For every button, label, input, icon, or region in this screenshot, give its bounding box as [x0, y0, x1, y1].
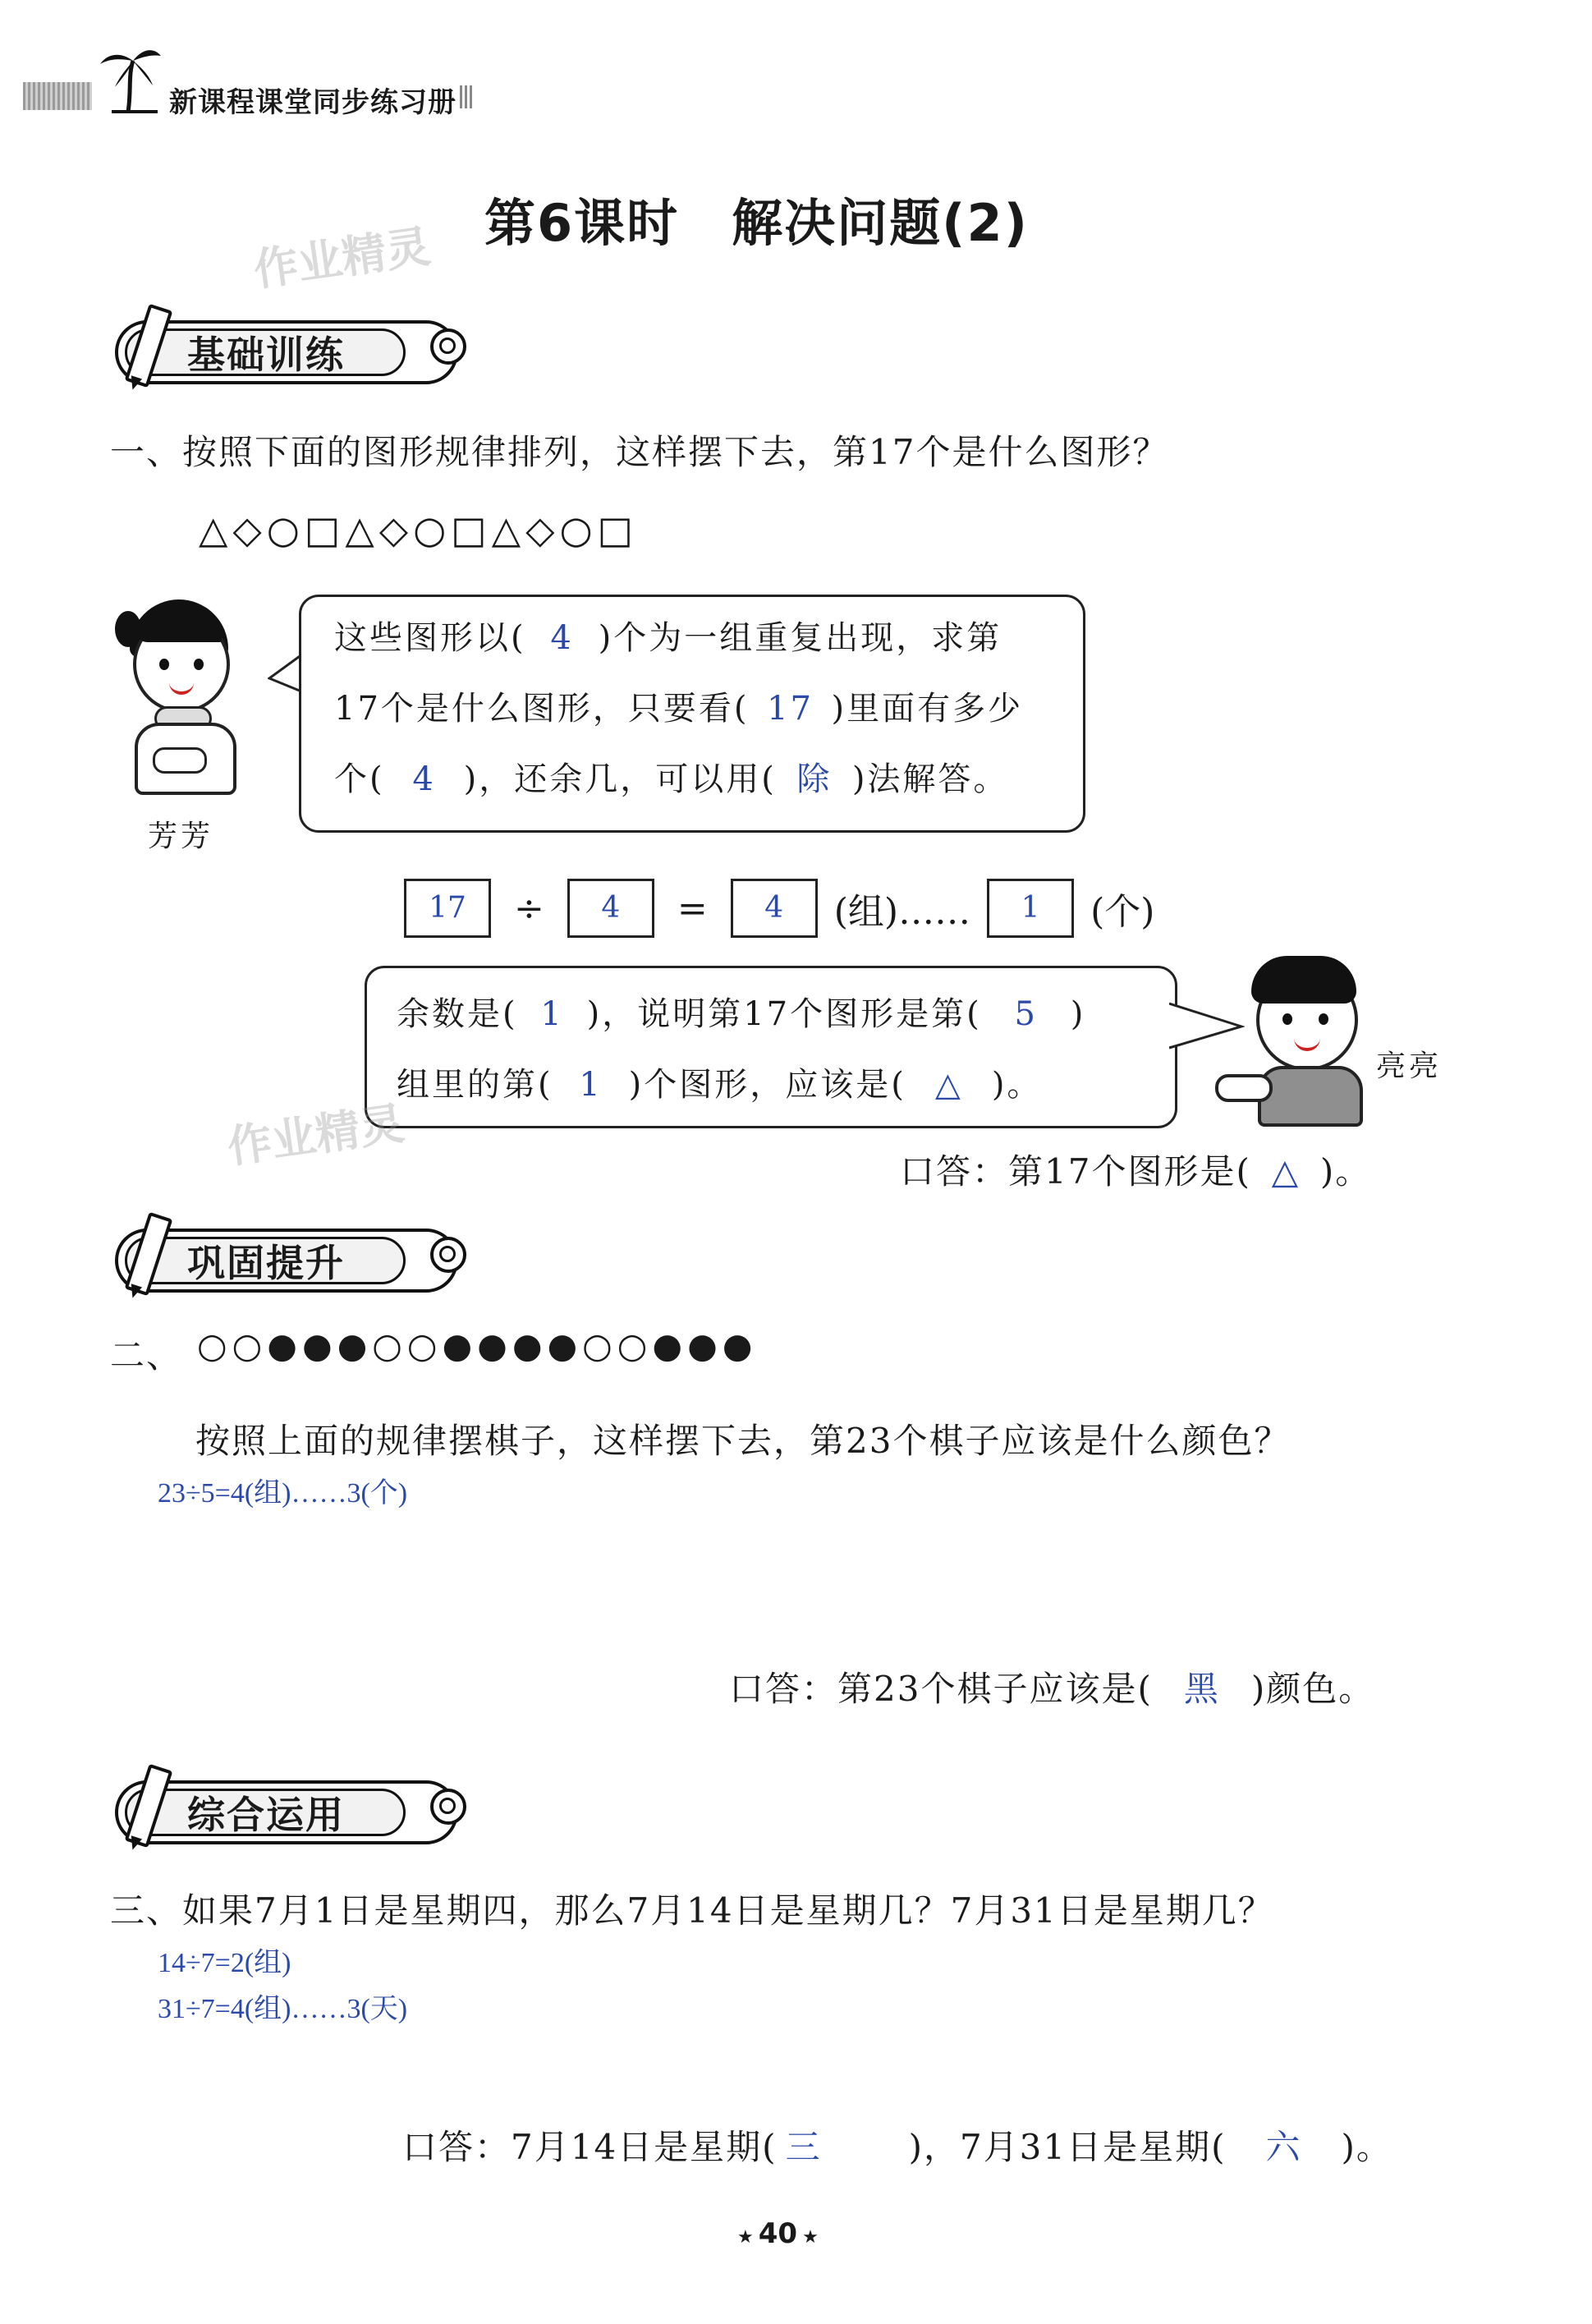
header-decoration-right — [460, 85, 473, 108]
answer-operation: 除 — [796, 760, 833, 798]
answer-group-index: 5 — [1014, 995, 1038, 1033]
palm-tree-icon — [95, 43, 164, 113]
equation-box-quotient: 4 — [731, 879, 818, 938]
equation-box-dividend: 17 — [404, 879, 491, 938]
girl-character — [112, 591, 259, 797]
section-banner-basic — [99, 314, 476, 384]
answer-total: 17 — [767, 690, 814, 728]
question-3-work-1: 14÷7=2(组) — [158, 1948, 291, 1978]
question-3-text: 三、如果7月1日是星期四，那么7月14日是星期几？7月31日是星期几？ — [110, 1890, 1274, 1931]
question-2-text: 按照上面的规律摆棋子，这样摆下去，第23个棋子应该是什么颜色？ — [195, 1421, 1291, 1461]
girl-name: 芳芳 — [148, 820, 214, 853]
question-2-prefix: 二、 — [110, 1335, 183, 1376]
section-banner-applied — [99, 1774, 476, 1844]
boy-name: 亮亮 — [1376, 1049, 1443, 1083]
answer-shape-final: △ — [1271, 1151, 1300, 1192]
answer-color: 黑 — [1183, 1669, 1220, 1709]
speech-bubble-boy — [365, 966, 1177, 1128]
question-1-text: 一、按照下面的图形规律排列，这样摆下去，第17个是什么图形？ — [110, 432, 1169, 472]
watermark: 作业精灵 — [250, 220, 434, 296]
answer-divisor: 4 — [412, 760, 436, 798]
series-title: 新课程课堂同步练习册 — [169, 86, 456, 119]
equation-box-divisor: 4 — [567, 879, 654, 938]
bubble1-line3: 个( 4 )，还余几，可以用( 除 )法解答。 — [334, 753, 1008, 800]
header-decoration — [23, 82, 92, 110]
question-3-answer: 口答：7月14日是星期( 三 )，7月31日是星期( 六 )。 — [402, 2120, 1392, 2170]
question-2-work: 23÷5=4(组)……3(个) — [158, 1478, 408, 1509]
question-3-work-2: 31÷7=4(组)……3(天) — [158, 1994, 408, 2024]
ring-icon — [430, 328, 466, 365]
answer-shape: △ — [934, 1066, 963, 1104]
equation-box-remainder: 1 — [987, 879, 1074, 938]
shape-sequence: △◇○□△◇○□△◇○□ — [199, 508, 639, 552]
page-title: 第6课时 解决问题(2) — [484, 193, 1029, 253]
page-number: ★ 40 ★ — [737, 2217, 819, 2250]
section-banner-consolidate — [99, 1222, 476, 1293]
bubble2-line2: 组里的第( 1 )个图形，应该是( △ )。 — [397, 1066, 1043, 1104]
division-equation: 17 ÷ 4 = 4 (组)…… 1 (个) — [404, 879, 1159, 938]
answer-position: 1 — [579, 1066, 603, 1104]
section-label: 基础训练 — [187, 333, 345, 377]
boy-character — [1215, 944, 1371, 1125]
speech-bubble-girl — [299, 595, 1085, 833]
bubble2-line1: 余数是( 1 )，说明第17个图形是第( 5 ) — [397, 995, 1086, 1033]
bubble1-line2: 17个是什么图形，只要看( 17 )里面有多少 — [334, 690, 1024, 728]
ring-icon — [430, 1789, 466, 1825]
question-1-answer: 口答：第17个图形是( △ )。 — [900, 1151, 1372, 1192]
answer-weekday-31: 六 — [1265, 2127, 1302, 2167]
chess-piece-sequence: ○○●●●○○●●●●○○●●● — [197, 1325, 758, 1366]
watermark: 作业精灵 — [224, 1097, 407, 1173]
answer-weekday-14: 三 — [785, 2127, 822, 2167]
question-2-answer: 口答：第23个棋子应该是( 黑 )颜色。 — [729, 1662, 1374, 1711]
section-label: 综合运用 — [187, 1793, 345, 1837]
answer-remainder: 1 — [540, 995, 564, 1033]
answer-group-size: 4 — [550, 619, 574, 657]
bubble1-line1: 这些图形以( 4 )个为一组重复出现，求第 — [334, 619, 1002, 657]
section-label: 巩固提升 — [187, 1241, 345, 1285]
ring-icon — [430, 1237, 466, 1273]
